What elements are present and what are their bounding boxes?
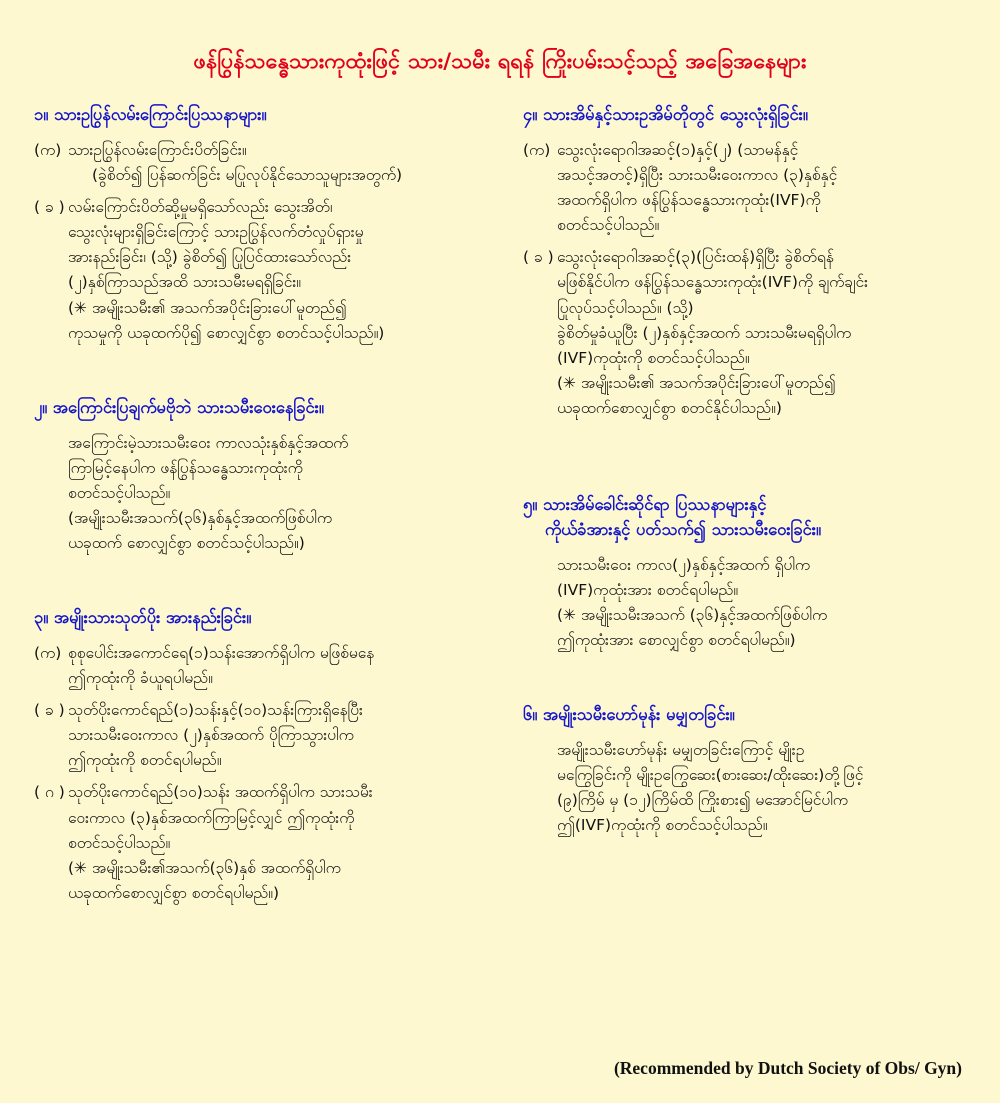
item-line: အသင့်အတင့်)ရှိပြီး သားသမီးဝေးကာလ (၃)နှစ်နှင့် (557, 166, 838, 185)
body-line: မကြွေခြင်းကို မျိုးဥကြွေဆေး(စားဆေး/ထိုးဆေး)တို့ဖြင့် (557, 765, 864, 784)
spacer (34, 582, 489, 606)
section-5-heading-line-1: ၅။ သားအိမ်ခေါင်းဆိုင်ရာ ပြဿနာများနှင့် (523, 495, 767, 515)
item-line: အထက်ရှိပါက ဖန်ပြွန်သန္ဓေသားကုထုံး(IVF)ကို (557, 191, 821, 210)
item-marker: ( ခ ) (523, 248, 554, 267)
body-line: (၉)ကြိမ် မှ (၁၂)ကြိမ်ထိ ကြိုးစား၍ မအောင်မြင်ပါက (557, 791, 848, 810)
item-marker: ( ဂ ) (34, 783, 65, 802)
body-line: (✳ အမျိုးသမီးအသက် (၃၆)နှင့်အထက်ဖြစ်ပါက (557, 605, 828, 624)
item-line: မဖြစ်နိုင်ပါက ဖန်ပြွန်သန္ဓေသားကုထုံး(IVF)ကို ချက်ချင်း (557, 273, 869, 292)
section-3-item-a (34, 641, 489, 691)
page-title: ဖန်ပြွန်သန္ဓေသားကုထုံးဖြင့် သား/သမီး ရရန် ကြိုးပမ်းသင့်သည့် အခြေအနေများ (193, 49, 807, 74)
section-5-body (523, 553, 978, 653)
section-1-item-b (34, 195, 489, 346)
section-4-heading: ၄။ သားအိမ်နှင့်သားဥအိမ်တိုတွင် သွေးလုံးရှိခြင်း။ (523, 105, 808, 125)
section-5 (523, 493, 978, 653)
section-3-heading: ၃။ အမျိုးသားသုတ်ပိုး အားနည်းခြင်း။ (34, 608, 252, 628)
body-line: သားသမီးဝေး ကာလ(၂)နှစ်နှင့်အထက် ရှိပါက (557, 555, 811, 574)
item-line: စုစုပေါင်းအကောင်ရေ(၁)သန်းအောက်ရှိပါက မဖြစ်မနေ (68, 643, 375, 662)
item-note-line: (✳ အမျိုးသမီး၏အသက်(၃၆)နှစ် အထက်ရှိပါက (68, 858, 341, 877)
section-5-heading-line-2: ကိုယ်ခံအားနှင့် ပတ်သက်၍ သားသမီးဝေးခြင်း။ (545, 519, 821, 539)
section-2-body (34, 431, 489, 557)
section-6-body (523, 738, 978, 838)
body-line: စတင်သင့်ပါသည်။ (68, 483, 171, 502)
section-1-heading: ၁။ သားဥပြွန်လမ်းကြောင်းပြဿနာများ။ (34, 105, 267, 125)
section-3 (34, 606, 489, 906)
item-line: (၂)နှစ်ကြာသည်အထိ သားသမီးမရရှိခြင်း။ (68, 273, 301, 292)
body-line: ယခုထက် စောလျှင်စွာ စတင်သင့်ပါသည်။) (68, 533, 305, 552)
item-note-line: (✳ အမျိုးသမီး၏ အသက်အပိုင်းခြားပေါ်မူတည်၍ (557, 373, 836, 392)
body-line: (IVF)ကုထုံးအား စတင်ရပါမည်။ (557, 580, 739, 599)
two-column-body (34, 103, 966, 932)
section-3-item-c (34, 780, 489, 906)
section-4-item-a (523, 138, 978, 238)
item-note-line: ကုသမှုကို ယခုထက်ပို၍ စောလျှင်စွာ စတင်သင့်ပါသည်။) (68, 323, 385, 342)
item-line: ပြုလုပ်သင့်ပါသည်။ (သို့) (557, 298, 694, 317)
item-marker: (က) (523, 140, 551, 159)
item-line: ခွဲစိတ်မှုခံယူပြီး (၂)နှစ်နှင့်အထက် သားသမီးမရရှိပါက (557, 323, 852, 342)
item-line: ဤကုထုံးကို ခံယူရပါမည်။ (68, 668, 213, 687)
body-line: အမျိုးသမီးဟော်မုန်း မမျှတခြင်းကြောင့် မျိုးဥ (557, 740, 805, 759)
section-6-heading: ၆။ အမျိုးသမီးဟော်မုန်း မမျှတခြင်း။ (523, 705, 735, 725)
item-line: ဤကုထုံးကို စတင်ရပါမည်။ (68, 751, 222, 770)
left-column (34, 103, 489, 932)
item-line: သားသမီးဝေးကာလ (၂)နှစ်အထက် ပိုကြာသွားပါက (68, 726, 354, 745)
spacer (523, 679, 978, 703)
body-line: ဤ(IVF)ကုထုံးကို စတင်သင့်ပါသည်။ (557, 816, 768, 835)
item-line: ဝေးကာလ (၃)နှစ်အထက်ကြာမြင့်လျှင် ဤကုထုံးကို (68, 808, 355, 827)
item-body (557, 138, 978, 238)
spacer (523, 447, 978, 493)
item-marker: ( ခ ) (34, 701, 65, 720)
item-marker: ( ခ ) (34, 198, 65, 217)
item-body (68, 698, 489, 773)
body-line: အကြောင်းမဲ့သားသမီးဝေး ကာလသုံးနှစ်နှင့်အထက် (68, 433, 349, 452)
section-5-heading (523, 493, 978, 543)
item-body (68, 641, 489, 691)
section-3-item-b (34, 698, 489, 773)
section-1 (34, 103, 489, 346)
body-line: (အမျိုးသမီးအသက်(၃၆)နှစ်နှင့်အထက်ဖြစ်ပါက (68, 508, 333, 527)
item-line: အားနည်းခြင်း၊ (သို့) ခွဲစိတ်၍ ပြုပြင်ထားသော်လည်း (68, 248, 352, 267)
spacer (34, 372, 489, 396)
item-note-line: ယခုထက်စောလျှင်စွာ စတင်နိုင်ပါသည်။) (557, 399, 782, 418)
item-line: လမ်းကြောင်းပိတ်ဆို့မှုမရှိသော်လည်း သွေးအိတ်၊ (68, 198, 333, 217)
body-line: ကြာမြင့်နေပါက ဖန်ပြွန်သန္ဓေသားကုထုံးကို (68, 458, 303, 477)
section-2-heading: ၂။ အကြောင်းပြချက်မဗိုဘဲ သားသမီးဝေးနေခြင်း။ (34, 397, 324, 417)
item-line: သုတ်ပိုးကောင်ရည်(၁)သန်းနှင့်(၁၀)သန်းကြားရှိနေပြီး (68, 701, 363, 720)
section-4 (523, 103, 978, 421)
section-1-item-a (34, 138, 489, 188)
section-2 (34, 396, 489, 556)
item-body (68, 195, 489, 346)
item-line: (ခွဲစိတ်၍ ပြန်ဆက်ခြင်း မပြုလုပ်နိုင်သောသူများအတွက်) (92, 166, 403, 185)
item-line: သွေးလုံးရောဂါအဆင့်(၃)(ပြင်းထန်)ရှိပြီး ခွဲစိတ်ရန် (557, 248, 834, 267)
item-line: သွေးလုံးရောဂါအဆင့်(၁)နှင့်(၂) (သာမန်နှင့် (557, 140, 799, 159)
item-line: သွေးလုံးများရှိခြင်းကြောင့် သားဥပြွန်လက်တံလှုပ်ရှားမှု (68, 223, 364, 242)
item-line: စတင်သင့်ပါသည်။ (557, 216, 660, 235)
item-body (68, 780, 489, 906)
body-line: ဤကုထုံးအား စောလျှင်စွာ စတင်ရပါမည်။) (557, 630, 796, 649)
section-6 (523, 703, 978, 838)
item-marker: (က) (34, 643, 62, 662)
item-line: သားဥပြွန်လမ်းကြောင်းပိတ်ခြင်း။ (68, 140, 247, 159)
item-line: စတင်သင့်ပါသည်။ (68, 833, 171, 852)
item-note-line: (✳ အမျိုးသမီး၏ အသက်အပိုင်းခြားပေါ်မူတည်၍ (68, 298, 347, 317)
item-body (68, 138, 489, 188)
item-line: (IVF)ကုထုံးကို စတင်သင့်ပါသည်။ (557, 348, 750, 367)
section-4-item-b (523, 245, 978, 421)
item-marker: (က) (34, 140, 62, 159)
item-note-line: ယခုထက်စောလျှင်စွာ စတင်ရပါမည်။) (68, 883, 280, 902)
item-line: သုတ်ပိုးကောင်ရည်(၁၀)သန်း အထက်ရှိပါက သားသမီး (68, 783, 373, 802)
recommendation-credit: (Recommended by Dutch Society of Obs/ Gyn) (613, 1058, 962, 1078)
item-body (557, 245, 978, 421)
right-column (523, 103, 978, 864)
